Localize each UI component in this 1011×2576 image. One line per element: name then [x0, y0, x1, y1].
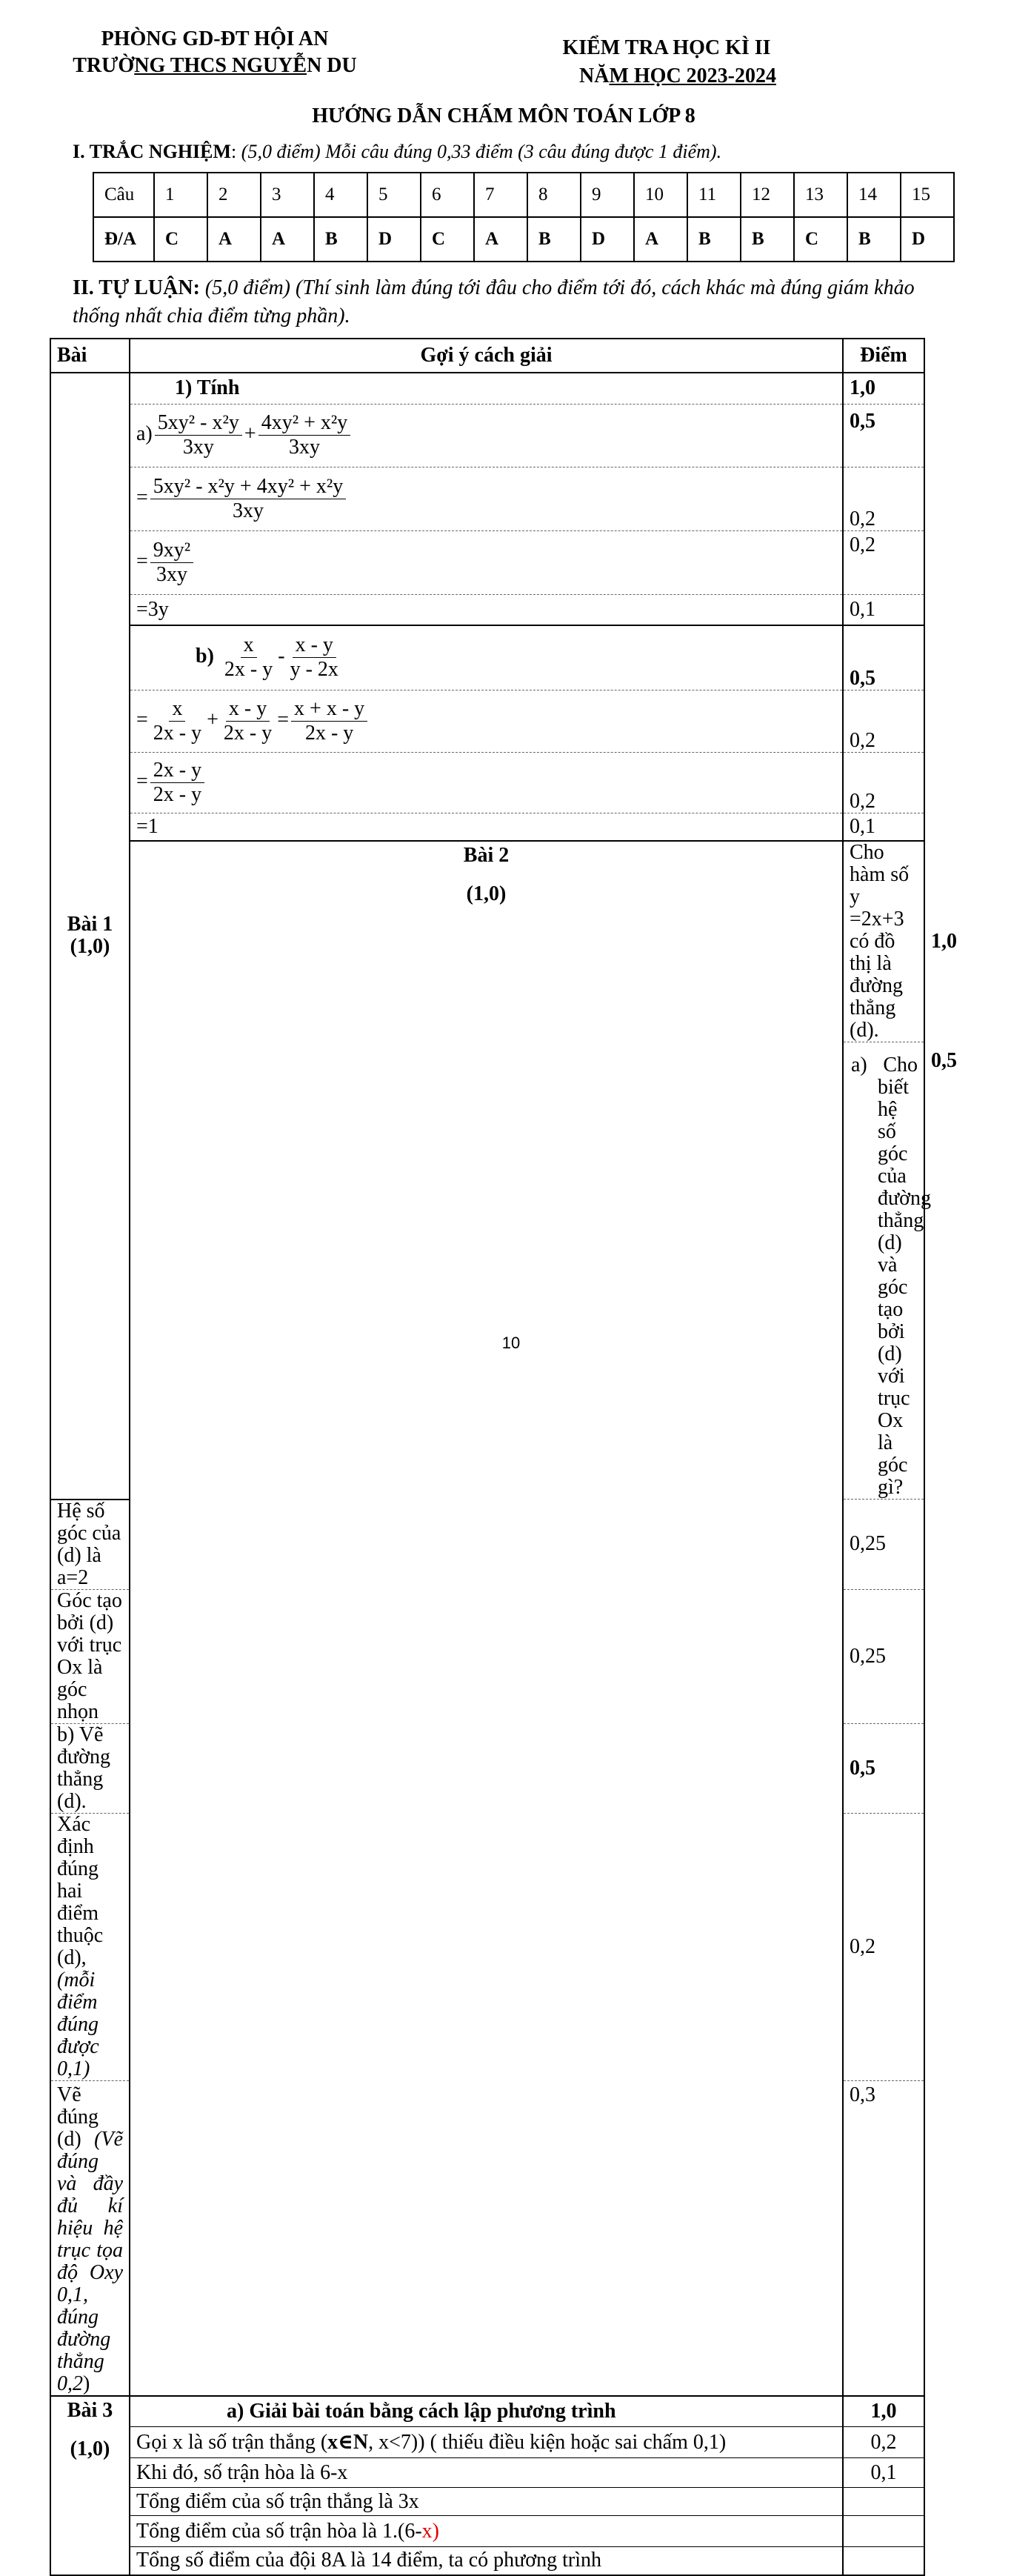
fraction: [287, 633, 341, 682]
bai1-a-step2-points: 0,2: [843, 530, 924, 594]
table-row: [50, 625, 924, 690]
school-name-underlined: NG THCS NGUYỄ: [134, 54, 307, 77]
bai1-b-step1: = $\frac{x}{2x - y}$ + $\frac{x - y}{2x - y}$ = $\frac{x + x - y}{2x - y}$: [130, 690, 843, 752]
answer-cell: A: [261, 217, 314, 262]
bai3-row1: [130, 2427, 843, 2458]
bai2-a-row1: Hệ số góc của (d) là a=2: [50, 1500, 130, 1590]
table-row: [50, 373, 924, 404]
question-number: 12: [741, 173, 794, 217]
part1-note: (5,0 điểm) Mỗi câu đúng 0,33 điểm (3 câu đúng được 1 điểm).: [241, 141, 722, 162]
col-header-goi-y: Gợi ý cách giải: [130, 339, 843, 373]
answer-cell: A: [474, 217, 527, 262]
answer-cell: C: [421, 217, 474, 262]
fraction: [291, 697, 367, 745]
bai2-a-row1-points: 0,25: [843, 1500, 924, 1590]
question-number: 11: [687, 173, 741, 217]
answer-cell: B: [741, 217, 794, 262]
department-name: PHÒNG GD-ĐT HỘI AN: [101, 27, 329, 50]
bai1-b-step3: =1: [130, 813, 843, 841]
school-name: [41, 52, 389, 80]
bai2-b-row1-points: 0,2: [843, 1813, 924, 2080]
school-name-suffix: N DU: [307, 54, 357, 77]
table-row: [50, 530, 924, 594]
bai3-row1-post: , x<7)) ( thiếu điều kiện hoặc sai chấm 0,1): [368, 2430, 727, 2454]
col-header-bai: Bài: [50, 339, 130, 373]
school-year-prefix: NĂ: [579, 64, 610, 87]
numerator: x + x - y: [291, 697, 367, 722]
bai3-row2: Khi đó, số trận hòa là 6-x: [130, 2458, 843, 2488]
denominator: 2x - y: [153, 782, 202, 806]
numerator: x: [169, 697, 185, 722]
multiple-choice-answer-table: [93, 172, 955, 262]
bai2-b-row1: [50, 1813, 130, 2080]
numerator: x: [241, 633, 257, 658]
part2-heading: [73, 274, 961, 330]
fraction: [155, 411, 242, 459]
bai1-name: Bài 1: [67, 913, 113, 936]
bai3-a-title: a) Giải bài toán bằng cách lập phương trình: [130, 2396, 843, 2427]
bai1-b-step2-points: 0,2: [843, 752, 924, 813]
bai1-a-step3: =3y: [130, 594, 843, 625]
bai2-a-row2-points: 0,25: [843, 1589, 924, 1723]
bai2-b-row1-italic: (mỗi điểm đúng được 0,1): [57, 1968, 99, 2080]
answer-cell: C: [794, 217, 847, 262]
bai3-score: (1,0): [70, 2437, 110, 2460]
bai2-cell: [130, 841, 843, 2396]
bai3-row4-pre: Tổng điểm của số trận hòa là 1.(6-: [136, 2519, 422, 2543]
denominator: 2x - y: [153, 721, 202, 745]
bai2-name: Bài 2: [463, 844, 510, 867]
table-row: [50, 2396, 924, 2427]
numerator: 5xy² - x²y + 4xy² + x²y: [150, 475, 346, 499]
question-number: 9: [581, 173, 634, 217]
part1-label: I. TRẮC NGHIỆM: [73, 141, 232, 162]
numerator: 9xy²: [150, 539, 193, 563]
fraction: [150, 697, 204, 745]
bai1-cell: [50, 373, 130, 1500]
bai1-b-label: b): [196, 645, 214, 668]
bai3-a-points: 1,0: [843, 2396, 924, 2427]
school-name-prefix: TRƯỜ: [73, 54, 135, 77]
bai3-name: Bài 3: [67, 2398, 113, 2422]
bai2-b-row2: [50, 2080, 130, 2396]
denominator: 3xy: [182, 436, 214, 459]
bai2-b-row1-text: Xác định đúng hai điểm thuộc (d),: [57, 1812, 104, 1969]
answer-cell: D: [901, 217, 954, 262]
bai1-a-label: a): [136, 422, 153, 445]
part2-label: II. TỰ LUẬN:: [73, 276, 200, 299]
table-row: [50, 2547, 924, 2575]
denominator: 3xy: [288, 436, 320, 459]
numerator: 4xy² + x²y: [258, 411, 351, 436]
bai3-row4-points: [843, 2516, 924, 2547]
bai1-b-step2: = $\frac{2x - y}{2x - y}$: [130, 752, 843, 813]
table-row: [50, 2488, 924, 2516]
question-number: 15: [901, 173, 954, 217]
denominator: y - 2x: [290, 658, 338, 682]
question-number: 5: [367, 173, 421, 217]
table-row: [50, 690, 924, 752]
fraction: [221, 697, 275, 745]
question-number: 8: [527, 173, 581, 217]
answer-row-label: Đ/A: [93, 217, 154, 262]
table-row: a) Cho biết hệ số góc của đường thẳng (d) và góc tạo bởi (d) với trục Ox là góc gì? 0,5: [50, 1042, 924, 1500]
bai1-a-step1: = $\frac{\text{5xy² - x²y + 4xy² + x²y}}{3xy}$: [130, 467, 843, 530]
answer-cell: C: [154, 217, 207, 262]
bai2-score: (1,0): [466, 882, 507, 905]
bai2-b-row2-points: 0,3: [843, 2080, 924, 2396]
fraction: [150, 475, 346, 523]
bai2-b-row2-tail: ): [83, 2372, 90, 2395]
fraction: [150, 759, 204, 807]
question-number: 4: [314, 173, 367, 217]
table-row: [50, 404, 924, 467]
question-row-label: Câu: [93, 173, 154, 217]
bai1-score: (1,0): [70, 935, 110, 959]
bai3-row1-bold: x∈N: [327, 2430, 369, 2454]
exam-name: KIỂM TRA HỌC KÌ II: [562, 36, 771, 59]
bai3-row4: [130, 2516, 843, 2547]
answer-cell: D: [367, 217, 421, 262]
bai1-a-step2: = $\frac{\text{9xy²}}{3xy}$: [130, 530, 843, 594]
table-row: Bài 2 (1,0) Cho hàm số y =2x+3 có đồ thị là đường thẳng (d). 1,0: [50, 841, 924, 1042]
numerator: 2x - y: [150, 759, 204, 783]
bai2-b-question: b) Vẽ đường thẳng (d).: [50, 1723, 130, 1813]
bai1-a-expression: a) $\frac{\text{5xy² - x²y}}{3xy}$ + $\frac{\text{4xy² + x²y}}{3xy}$: [130, 404, 843, 467]
numerator: x - y: [293, 633, 336, 658]
bai3-row1-pre: Gọi x là số trận thắng (: [136, 2430, 328, 2454]
bai3-row2-points: 0,1: [843, 2458, 924, 2488]
fraction: [258, 411, 351, 459]
bai1-b-points: 0,5: [843, 625, 924, 690]
question-number: 6: [421, 173, 474, 217]
denominator: 3xy: [233, 499, 264, 522]
answer-cell: B: [527, 217, 581, 262]
fraction: [150, 539, 193, 587]
bai1-a-step1-points: 0,2: [843, 467, 924, 530]
answer-cell: B: [314, 217, 367, 262]
bai2-intro: Cho hàm số y =2x+3 có đồ thị là đường thẳng (d).: [843, 841, 924, 1042]
table-row: [50, 594, 924, 625]
denominator: 2x - y: [304, 721, 354, 745]
numerator: x - y: [226, 697, 270, 722]
denominator: 2x - y: [223, 721, 273, 745]
bai1-a-points: 0,5: [843, 404, 924, 467]
bai1-b-step3-points: 0,1: [843, 813, 924, 841]
bai2-b-points: 0,5: [843, 1723, 924, 1813]
bai1-b-step1-points: 0,2: [843, 690, 924, 752]
denominator: 3xy: [156, 562, 187, 586]
table-row: [50, 2516, 924, 2547]
essay-grading-table: [50, 338, 957, 2576]
document-title: HƯỚNG DẪN CHẤM MÔN TOÁN LỚP 8: [312, 104, 695, 127]
bai2-a-question: a) Cho biết hệ số góc của đường thẳng (d) và góc tạo bởi (d) với trục Ox là góc gì?: [843, 1042, 924, 1500]
question-number: 13: [794, 173, 847, 217]
part1-colon: :: [231, 141, 241, 162]
bai3-row5: Tổng số điểm của đội 8A là 14 điểm, ta có phương trình: [130, 2547, 843, 2575]
question-number: 14: [847, 173, 901, 217]
bai3-row5-points: [843, 2547, 924, 2575]
bai3-row4-red: x): [421, 2519, 439, 2543]
question-number: 7: [474, 173, 527, 217]
part2-note: (5,0 điểm) (Thí sinh làm đúng tới đâu cho điểm tới đó, cách khác mà đúng giám khảo thống nhất chia điểm từng phần).: [73, 276, 915, 327]
bai1-a-step3-points: 0,1: [843, 594, 924, 625]
bai2-b-row2-italic: (Vẽ đúng và đầy đủ kí hiệu hệ trục tọa độ Oxy 0,1, đúng đường thẳng 0,2: [57, 2127, 123, 2395]
bai1-b-expression: b) $\frac{x}{2x - y}$ - $\frac{x - y}{y - 2x}$: [130, 625, 843, 690]
question-number: 1: [154, 173, 207, 217]
table-header-row: [50, 339, 924, 373]
answer-cell: D: [581, 217, 634, 262]
numerator: 5xy² - x²y: [155, 411, 242, 436]
table-row: [50, 752, 924, 813]
answer-cell: A: [207, 217, 261, 262]
question-number: 3: [261, 173, 314, 217]
bai1-part1-points: 1,0: [843, 373, 924, 404]
table-row: [50, 467, 924, 530]
table-row: [50, 813, 924, 841]
bai2-a-row2: Góc tạo bởi (d) với trục Ox là góc nhọn: [50, 1589, 130, 1723]
page-number: 10: [501, 1334, 521, 1352]
answer-cell: A: [634, 217, 687, 262]
question-row: [93, 173, 954, 217]
bai3-row3: Tổng điểm của số trận thắng là 3x: [130, 2488, 843, 2516]
answer-row: [93, 217, 954, 262]
question-number: 2: [207, 173, 261, 217]
part1-heading: [73, 139, 721, 164]
answer-cell: B: [847, 217, 901, 262]
question-number: 10: [634, 173, 687, 217]
bai1-part1-title: 1) Tính: [130, 373, 843, 404]
col-header-diem: Điểm: [843, 339, 924, 373]
bai2-b-row2-text: Vẽ đúng (d): [57, 2083, 99, 2151]
answer-cell: B: [687, 217, 741, 262]
bai3-row1-points: 0,2: [843, 2427, 924, 2458]
bai3-cell: [50, 2396, 130, 2575]
table-row: [50, 2458, 924, 2488]
school-year-underlined: M HỌC 2023-2024: [609, 64, 776, 87]
school-year: [530, 62, 826, 90]
denominator: 2x - y: [224, 658, 273, 682]
bai3-row3-points: [843, 2488, 924, 2516]
table-row: [50, 2427, 924, 2458]
fraction: [221, 633, 276, 682]
